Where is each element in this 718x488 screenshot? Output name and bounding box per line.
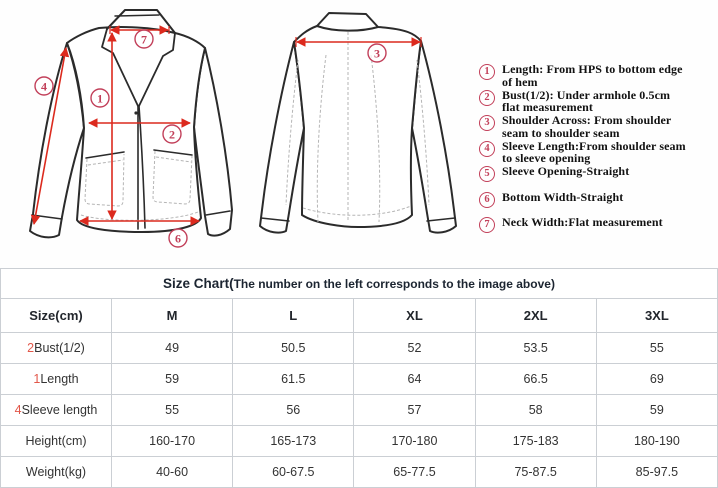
size-chart-title-main: Size Chart(	[163, 275, 234, 291]
back-collar	[317, 13, 378, 31]
size-chart-title	[1, 269, 718, 299]
table-row-weight	[1, 457, 718, 488]
legend-item-text: Neck Width:Flat measurement	[502, 215, 663, 229]
row-label: Height(cm)	[25, 434, 87, 448]
row-label: Bust(1/2)	[34, 341, 85, 355]
cell-value: 55	[112, 395, 233, 426]
legend-number-badge: 7	[479, 217, 495, 233]
jacket-front-drawing	[2, 0, 237, 258]
cell-value: 69	[596, 364, 717, 395]
cell-value: 175-183	[475, 426, 596, 457]
marker-number-bust: 2	[169, 127, 175, 142]
row-label-cell	[1, 457, 112, 488]
row-label: Weight(kg)	[25, 465, 87, 479]
front-collar-base	[115, 15, 159, 16]
legend-item-shoulder	[479, 114, 711, 140]
legend-item-sleeve-opening	[479, 165, 711, 191]
front-button	[134, 111, 137, 114]
legend-item-text: Bust(1/2): Under armhole 0.5cm flat measurement	[502, 87, 671, 114]
cell-value: 60-67.5	[233, 457, 354, 488]
column-header-m: M	[112, 299, 233, 333]
cell-value: 165-173	[233, 426, 354, 457]
size-chart-table	[0, 268, 718, 488]
legend-number-badge: 4	[479, 141, 495, 157]
front-body	[67, 27, 205, 232]
marker-number-shoulder: 3	[374, 46, 380, 61]
legend-item-text: Sleeve Length:From shoulder seam to sleeve opening	[502, 138, 686, 165]
legend-item-sleeve-length	[479, 140, 711, 166]
jacket-back-drawing	[256, 0, 466, 250]
legend-number-badge: 5	[479, 166, 495, 182]
back-right-sleeve	[412, 41, 456, 233]
cell-value: 61.5	[233, 364, 354, 395]
cell-value: 52	[354, 333, 475, 364]
marker-number-bottom: 6	[175, 231, 181, 246]
legend-item-bottom-width	[479, 191, 711, 217]
cell-value: 75-87.5	[475, 457, 596, 488]
row-label-cell	[1, 395, 112, 426]
row-label-cell	[1, 426, 112, 457]
back-body	[294, 25, 421, 227]
legend-item-text: Shoulder Across: From shoulder seam to shoulder seam	[502, 113, 672, 140]
table-row-length	[1, 364, 718, 395]
cell-value: 160-170	[112, 426, 233, 457]
size-chart-title-note: The number on the left corresponds to the image above)	[233, 276, 555, 291]
cell-value: 59	[596, 395, 717, 426]
column-header-3xl: 3XL	[596, 299, 717, 333]
cell-value: 85-97.5	[596, 457, 717, 488]
table-row-height	[1, 426, 718, 457]
measurement-legend	[479, 63, 711, 242]
size-chart-title-row	[1, 269, 718, 299]
column-header-2xl: 2XL	[475, 299, 596, 333]
cell-value: 50.5	[233, 333, 354, 364]
legend-number-badge: 6	[479, 192, 495, 208]
legend-item-neck-width	[479, 216, 711, 242]
row-label-cell	[1, 364, 112, 395]
cell-value: 64	[354, 364, 475, 395]
cell-value: 40-60	[112, 457, 233, 488]
cell-value: 57	[354, 395, 475, 426]
size-chart-header-row	[1, 299, 718, 333]
legend-item-text: Bottom Width-Straight	[502, 189, 624, 204]
legend-item-text: Length: From HPS to bottom edge of hem	[502, 62, 683, 89]
cell-value: 170-180	[354, 426, 475, 457]
cell-value: 66.5	[475, 364, 596, 395]
row-label: Sleeve length	[21, 403, 98, 417]
column-header-xl: XL	[354, 299, 475, 333]
cell-value: 59	[112, 364, 233, 395]
cell-value: 53.5	[475, 333, 596, 364]
cell-value: 49	[112, 333, 233, 364]
marker-number-neck: 7	[141, 32, 147, 47]
legend-item-bust	[479, 89, 711, 115]
row-label: Length	[40, 372, 79, 386]
legend-number-badge: 2	[479, 90, 495, 106]
row-label-cell	[1, 333, 112, 364]
cell-value: 65-77.5	[354, 457, 475, 488]
row-marker-number: 1	[33, 372, 41, 386]
cell-value: 180-190	[596, 426, 717, 457]
legend-number-badge: 1	[479, 64, 495, 80]
legend-item-length	[479, 63, 711, 89]
row-marker-number: 4	[14, 403, 22, 417]
table-row-bust	[1, 333, 718, 364]
column-header-size: Size(cm)	[1, 299, 112, 333]
legend-number-badge: 3	[479, 115, 495, 131]
cell-value: 58	[475, 395, 596, 426]
marker-number-length: 1	[97, 91, 103, 106]
legend-item-text: Sleeve Opening-Straight	[502, 164, 630, 178]
row-marker-number: 2	[27, 341, 35, 355]
marker-number-sleeve: 4	[41, 79, 47, 94]
table-row-sleeve-length	[1, 395, 718, 426]
cell-value: 55	[596, 333, 717, 364]
column-header-l: L	[233, 299, 354, 333]
cell-value: 56	[233, 395, 354, 426]
